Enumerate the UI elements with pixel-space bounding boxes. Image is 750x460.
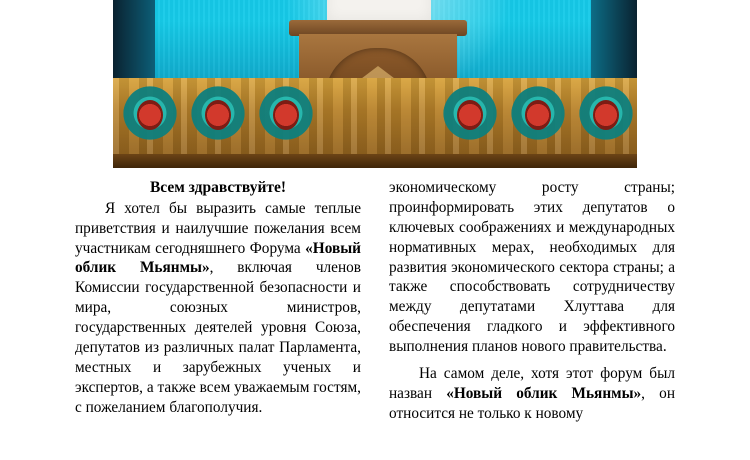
stage-motif-accent — [593, 100, 619, 130]
greeting-heading: Всем здравствуйте! — [149, 179, 287, 196]
paragraph-text-after: , он относится не только к новому — [389, 384, 675, 422]
left-column — [75, 178, 361, 460]
backdrop-left-shadow — [113, 0, 155, 86]
stage-band-base — [113, 154, 637, 168]
paragraph-text-before: Я хотел бы выразить самые теплые приветствия и наилучшие пожелания всем участникам сегодняшнего Форума — [75, 199, 361, 257]
forum-title-bold: «Новый облик Мьянмы» — [75, 239, 361, 277]
stage-motif-accent — [273, 100, 299, 130]
right-paragraph-1: экономическому росту страны; проинформировать этих депутатов о ключевых соображениях и международных нормативных мерах, необходимых для развития экономического сектора страны; а также способствовать сотрудничеству между депутатами Хлуттава для обеспечения гладкого и эффективного выполнения планов нового правительства. — [389, 179, 675, 355]
forum-title-bold: «Новый облик Мьянмы» — [446, 384, 642, 402]
right-paragraph-2 — [389, 364, 675, 424]
conference-speaker-photo — [113, 0, 637, 168]
paragraph-text-before: На самом деле, хотя этот форум был назван — [389, 364, 675, 402]
stage-motif-accent — [137, 100, 163, 130]
stage-motif-accent — [525, 100, 551, 130]
stage-motif-accent — [457, 100, 483, 130]
article-columns — [75, 178, 675, 460]
backdrop-right-shadow — [591, 0, 637, 86]
right-column — [389, 178, 675, 460]
paragraph-text-after: , включая членов Комиссии государственной безопасности и мира, союзных министров, государственных деятелей уровня Союза, депутатов из различных палат Парламента, местных и зарубежных ученых и экспертов, а также всем уважаемым гостям, с пожеланием благополучия. — [75, 259, 361, 416]
left-paragraph-1 — [75, 199, 361, 418]
stage-motif-accent — [205, 100, 231, 130]
photo-content — [113, 0, 637, 168]
